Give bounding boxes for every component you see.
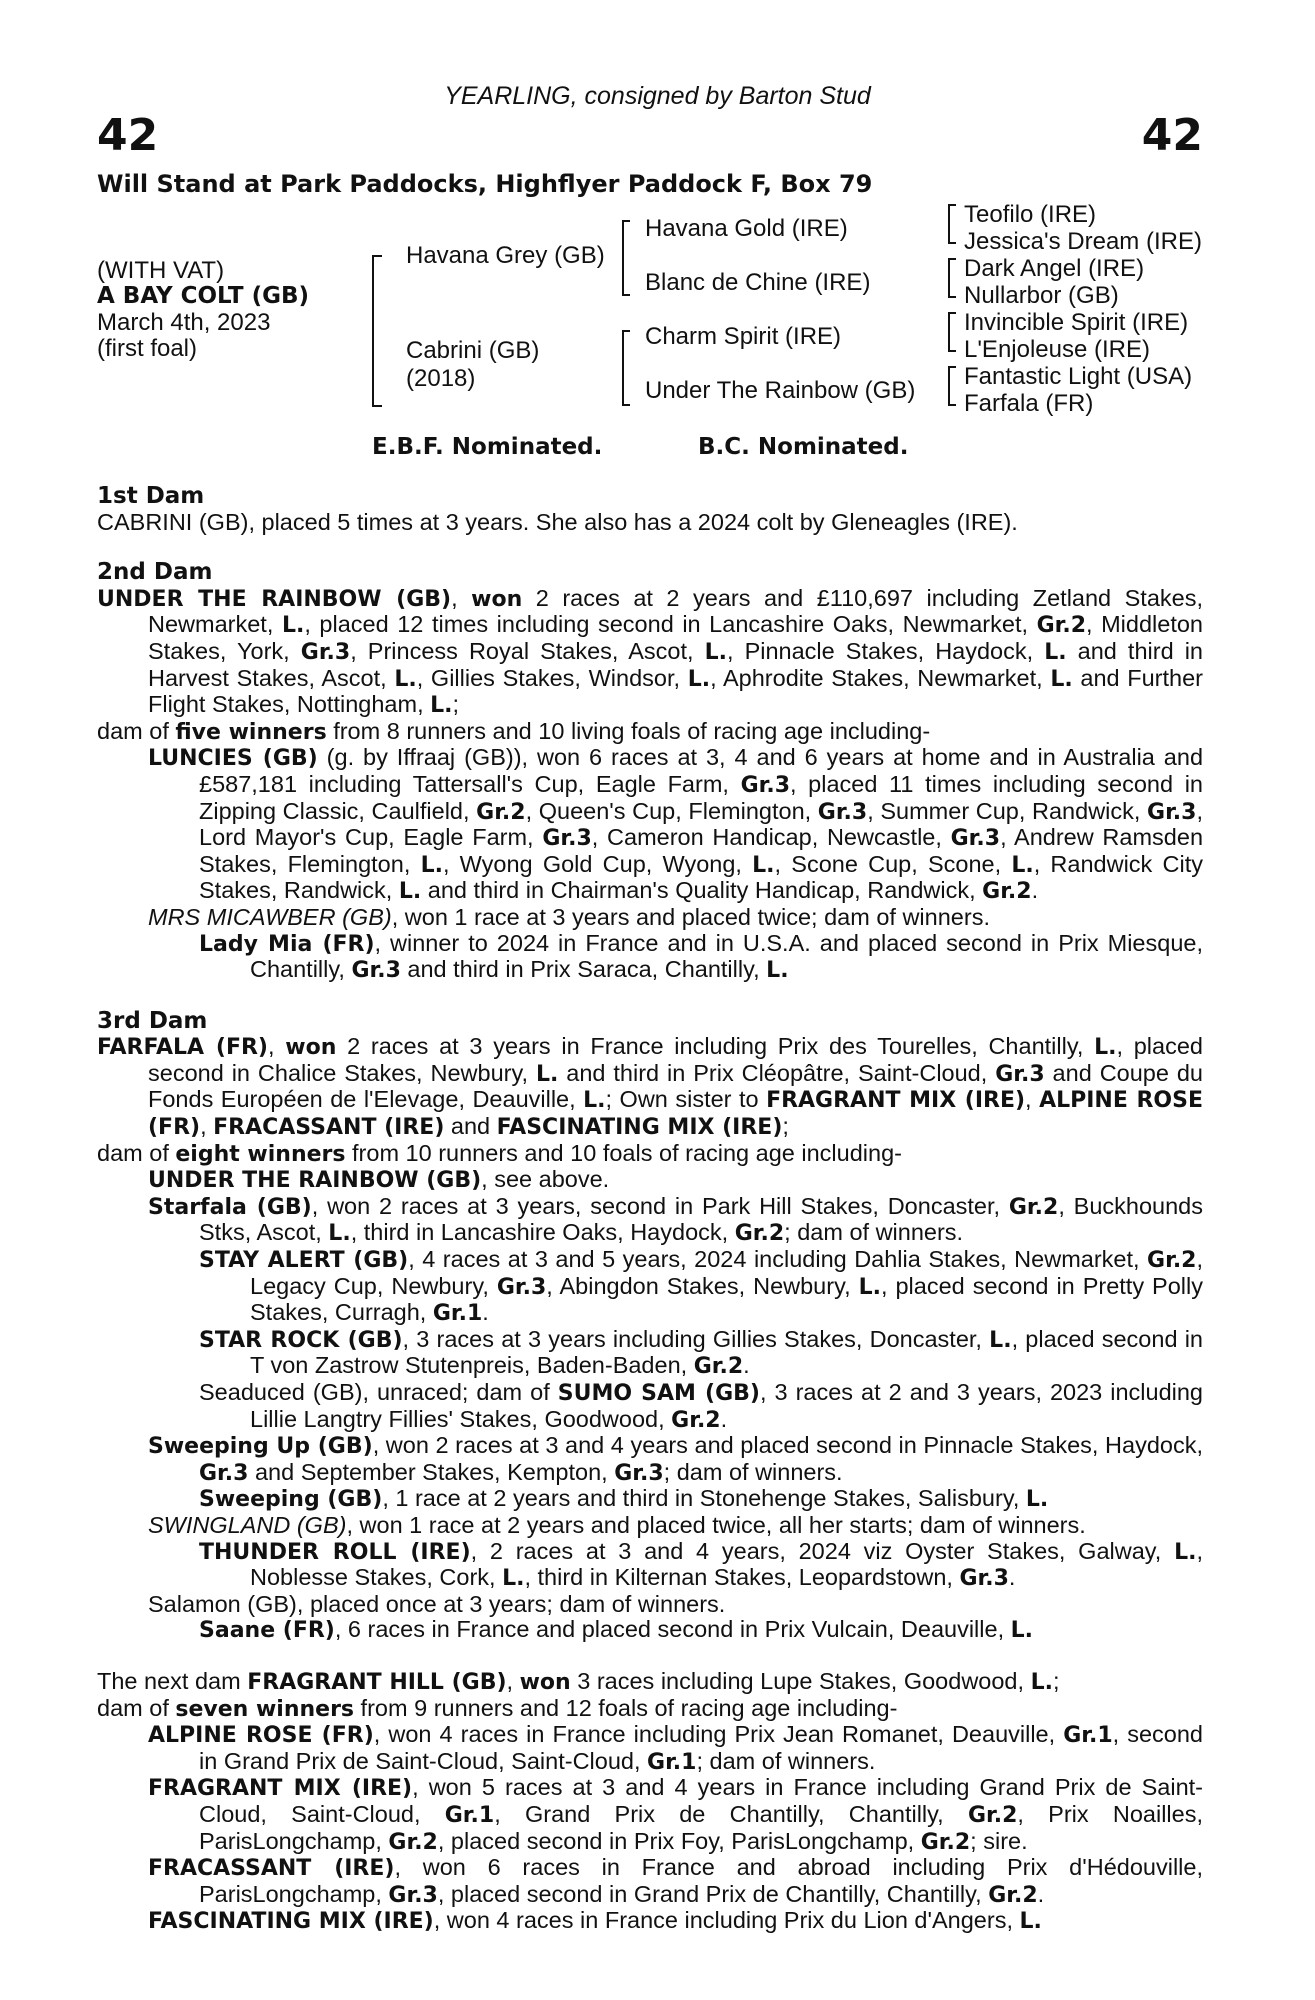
horse-name: Sweeping (GB) [199,1487,383,1513]
produce-entry-starrock: STAR ROCK (GB), 3 races at 3 years including Gillies Stakes, Doncaster, L., placed second in T von Zastrow Stutenpreis, Baden-Baden, Gr.2. [199,1325,1204,1380]
produce-entry-seaduced: Seaduced (GB), unraced; dam of SUMO SAM (GB), 3 races at 2 and 3 years, 2023 including Lillie Langtry Fillies' Stakes, Goodwood, Gr.2. [199,1379,1204,1433]
horse-name: Sweeping Up (GB) [148,1434,373,1460]
horse-name: ALPINE ROSE (FR) [148,1723,374,1749]
horse-name: Starfala (GB) [148,1194,312,1220]
produce-entry-fracassant: FRACASSANT (IRE), won 6 races in France and abroad including Prix d'Hédouville, ParisLongchamp, Gr.3, placed second in Grand Prix de Chantilly, Chantilly, Gr.2. [148,1854,1203,1908]
horse-name: MRS MICAWBER (GB) [148,903,392,930]
horse-name: SUMO SAM (GB) [557,1381,760,1406]
location-line: Will Stand at Park Paddocks, Highflyer Paddock F, Box 79 [97,170,873,198]
gg-dam-2: Nullarbor (GB) [964,282,1119,309]
horse-name: FRACASSANT (IRE) [148,1856,395,1882]
lot-number-right: 42 [1141,110,1203,161]
gg-sire-4: Fantastic Light (USA) [964,363,1193,390]
produce-entry-thunder: THUNDER ROLL (IRE), 2 races at 3 and 4 years, 2024 viz Oyster Stakes, Galway, L., Noblesse Stakes, Cork, L., third in Kilternan Stakes, Leopardstown, Gr.3. [199,1537,1203,1592]
pedigree-brace-g4 [948,366,956,406]
produce-entry-luncies: LUNCIES (GB) (g. by Iffraaj (GB)), won 6 races at 3, 4 and 6 years at home and in Australia and £587,181 including Tattersall's Cup, Eagle Farm, Gr.3, placed 11 times including second in Zipping Classic, Caulfield, Gr.2, Queen's Cup, Flemington, Gr.3, Summer Cup, Randwick, Gr.3, Lord Mayor's Cup, Eagle Farm, Gr.3, Cameron Handicap, Newcastle, Gr.3, Andrew Ramsden Stakes, Flemington, L., Wyong Gold Cup, Wyong, L., Scone Cup, Scone, L., Randwick City Stakes, Randwick, L. and third in Chairman's Quality Handicap, Randwick, Gr.2. [148,744,1204,905]
horse-name: UNDER THE RAINBOW (GB) [148,1168,482,1194]
gg-dam-3: L'Enjoleuse (IRE) [964,336,1150,363]
produce-entry-sweepingup: Sweeping Up (GB), won 2 races at 3 and 4 years and placed second in Pinnacle Stakes, Haydock, Gr.3 and September Stakes, Kempton, Gr.3; dam of winners. [148,1432,1203,1486]
dam-year: (2018) [406,365,476,392]
produce-entry-fmix: FRAGRANT MIX (IRE), won 5 races at 3 and 4 years in France including Grand Prix de Saint-Cloud, Saint-Cloud, Gr.1, Grand Prix de Chantilly, Chantilly, Gr.2, Prix Noailles, ParisLongchamp, Gr.2, placed second in Prix Foy, ParisLongchamp, Gr.2; sire. [148,1774,1203,1855]
produce-entry-micawber: MRS MICAWBER (GB), won 1 race at 3 years and placed twice; dam of winners. [148,903,990,930]
gg-sire-2: Dark Angel (IRE) [964,255,1145,282]
horse-name: FASCINATING MIX (IRE) [148,1909,434,1935]
dam-sire: Charm Spirit (IRE) [645,323,842,350]
produce-entry-saane: Saane (FR), 6 races in France and placed second in Prix Vulcain, Deauville, L. [199,1616,1034,1644]
produce-entry-alpine: ALPINE ROSE (FR), won 4 races in France including Prix Jean Romanet, Deauville, Gr.1, second in Grand Prix de Saint-Cloud, Saint-Cloud, Gr.1; dam of winners. [148,1721,1203,1775]
produce-entry-starfala: Starfala (GB), won 2 races at 3 years, second in Park Hill Stakes, Doncaster, Gr.2, Buckhounds Stks, Ascot, L., third in Lancashire Oaks, Haydock, Gr.2; dam of winners. [148,1192,1203,1247]
dam-dam: Under The Rainbow (GB) [645,377,916,404]
produce-entry-utr: UNDER THE RAINBOW (GB), see above. [148,1166,610,1194]
foaled-date: March 4th, 2023 [97,309,271,336]
pedigree-brace-sire [622,220,630,296]
pedigree-brace-main [372,255,382,407]
produce-entry-ladymia: Lady Mia (FR), winner to 2024 in France and in U.S.A. and placed second in Prix Miesque, Chantilly, Gr.3 and third in Prix Saraca, Chantilly, L. [199,929,1203,984]
horse-name: Lady Mia (FR) [199,931,375,957]
horse-name: THUNDER ROLL (IRE) [199,1539,471,1565]
consignor-header: YEARLING, consigned by Barton Stud [444,82,871,110]
next-dam-produce-line: dam of seven winners from 9 runners and 12 foals of racing age including- [97,1694,898,1722]
pedigree-brace-g2 [948,258,956,298]
third-dam-produce-line: dam of eight winners from 10 runners and 10 foals of racing age including- [97,1139,902,1167]
produce-entry-swingland: SWINGLAND (GB), won 1 race at 2 years and placed twice, all her starts; dam of winners. [148,1511,1086,1538]
third-dam-heading: 3rd Dam [97,1007,208,1034]
sire-name: Havana Grey (GB) [406,242,605,269]
bc-nominated: B.C. Nominated. [698,434,909,460]
gg-dam-4: Farfala (FR) [964,390,1094,417]
horse-name: FRAGRANT MIX (IRE) [148,1776,413,1802]
next-dam-paragraph: The next dam FRAGRANT HILL (GB), won 3 races including Lupe Stakes, Goodwood, L.; [97,1667,1060,1695]
produce-entry-stayalert: STAY ALERT (GB), 4 races at 3 and 5 years, 2024 including Dahlia Stakes, Newmarket, Gr.2, Legacy Cup, Newbury, Gr.3, Abingdon Stakes, Newbury, L., placed second in Pretty Polly Stakes, Curragh, Gr.1. [199,1246,1204,1327]
catalogue-body [97,484,1203,1935]
lot-number-left: 42 [97,110,159,161]
gg-sire-3: Invincible Spirit (IRE) [964,309,1189,336]
first-dam-heading: 1st Dam [97,483,205,509]
horse-name: FARFALA (FR) [97,1035,268,1061]
horse-name: FRAGRANT HILL (GB) [247,1669,507,1695]
horse-name: LUNCIES (GB) [148,746,318,772]
dam-name: Cabrini (GB) [406,337,540,364]
third-dam-paragraph: FARFALA (FR), won 2 races at 3 years in France including Prix des Tourelles, Chantilly, L., placed second in Chalice Stakes, Newbury, L. and third in Prix Cléopâtre, Saint-Cloud, Gr.3 and Coupe du Fonds Européen de l'Elevage, Deauville, L.; Own sister to FRAGRANT MIX (IRE), ALPINE ROSE (FR), FRACASSANT (IRE) and FASCINATING MIX (IRE); [97,1033,1203,1141]
second-dam-produce-line: dam of five winners from 8 runners and 10 living foals of racing age including- [97,717,931,745]
pedigree-brace-g1 [948,204,956,244]
sire-dam: Blanc de Chine (IRE) [645,269,871,296]
horse-name: Saane (FR) [199,1618,335,1644]
first-dam-text: CABRINI (GB), placed 5 times at 3 years. She also has a 2024 colt by Gleneagles (IRE). [97,508,1018,535]
sire-sire: Havana Gold (IRE) [645,215,848,242]
horse-name: SWINGLAND (GB) [148,1511,347,1538]
horse-name: STAY ALERT (GB) [199,1248,409,1274]
pedigree-brace-dam [622,330,630,406]
pedigree-brace-g3 [948,312,956,352]
produce-entry-sweeping: Sweeping (GB), 1 race at 2 years and third in Stonehenge Stakes, Salisbury, L. [199,1485,1049,1513]
produce-entry-salamon: Salamon (GB), placed once at 3 years; dam of winners. [148,1590,726,1617]
produce-entry-fascinating: FASCINATING MIX (IRE), won 4 races in France including Prix du Lion d'Angers, L. [148,1907,1042,1935]
subject-title: A BAY COLT (GB) [97,283,310,309]
horse-name: UNDER THE RAINBOW (GB) [97,586,452,612]
horse-name: STAR ROCK (GB) [199,1327,403,1353]
vat-label: (WITH VAT) [97,257,225,284]
second-dam-heading: 2nd Dam [97,559,213,586]
ebf-nominated: E.B.F. Nominated. [372,434,603,460]
first-foal-note: (first foal) [97,335,198,362]
gg-sire-1: Teofilo (IRE) [964,201,1097,228]
second-dam-paragraph: UNDER THE RAINBOW (GB), won 2 races at 2 years and £110,697 including Zetland Stakes, Newmarket, L., placed 12 times including second in Lancashire Oaks, Newmarket, Gr.2, Middleton Stakes, York, Gr.3, Princess Royal Stakes, Ascot, L., Pinnacle Stakes, Haydock, L. and third in Harvest Stakes, Ascot, L., Gillies Stakes, Windsor, L., Aphrodite Stakes, Newmarket, L. and Further Flight Stakes, Nottingham, L.; [97,584,1204,719]
gg-dam-1: Jessica's Dream (IRE) [964,228,1202,255]
